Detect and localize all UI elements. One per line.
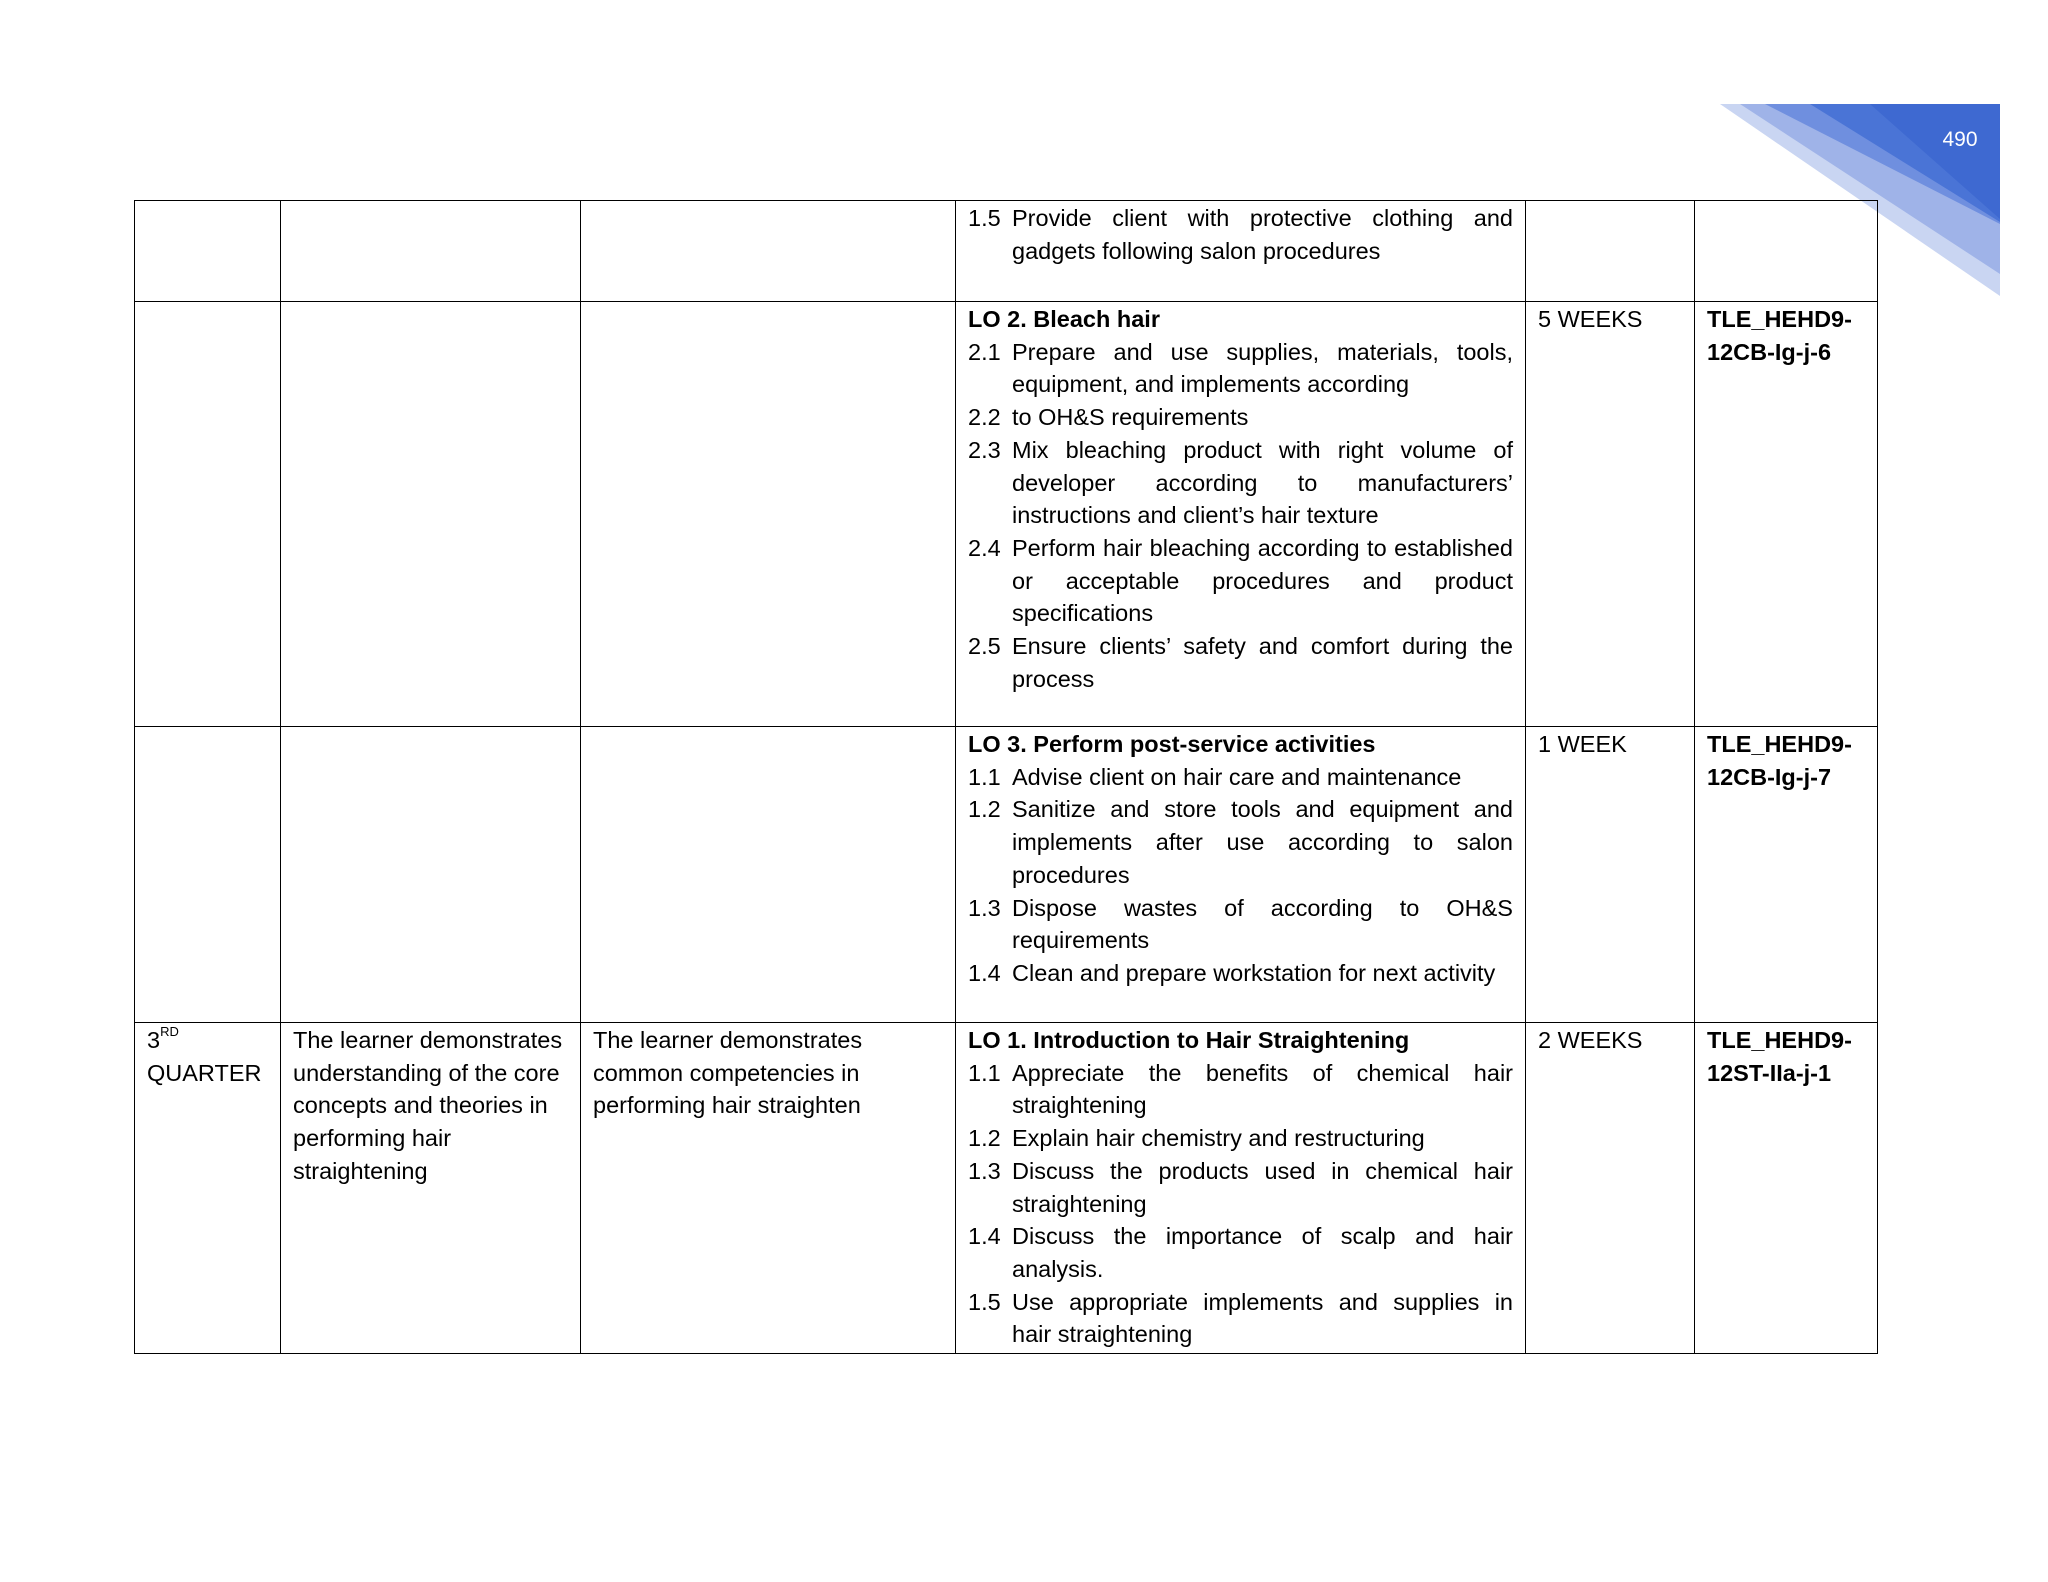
competency-item bbox=[968, 761, 1513, 794]
competency-text: Ensure clients’ safety and comfort during the process bbox=[1012, 633, 1513, 692]
duration-cell bbox=[1526, 201, 1695, 302]
table-row bbox=[135, 727, 1878, 1023]
lo-title: LO 3. Perform post-service activities bbox=[968, 731, 1376, 757]
competency-number: 1.2 bbox=[968, 796, 1001, 823]
competency-number: 1.4 bbox=[968, 959, 1001, 986]
competency-item bbox=[968, 1155, 1513, 1220]
competency-text: Appreciate the benefits of chemical hair straightening bbox=[1012, 1059, 1513, 1119]
competency-text: Advise client on hair care and maintenance bbox=[1012, 763, 1462, 790]
duration-text: 1 WEEK bbox=[1538, 731, 1627, 757]
competency-item bbox=[968, 401, 1513, 434]
competency-number: 1.3 bbox=[968, 1157, 1001, 1184]
performance-standard-text: The learner demonstrates common competencies in performing hair straighten bbox=[593, 1027, 863, 1119]
performance-standard-cell bbox=[581, 201, 956, 302]
lo-title: LO 2. Bleach hair bbox=[968, 306, 1160, 332]
competency-text: Use appropriate implements and supplies in hair straightening bbox=[1012, 1288, 1513, 1348]
competency-code: TLE_HEHD9-12CB-Ig-j-6 bbox=[1707, 306, 1852, 365]
learning-competencies-cell bbox=[956, 302, 1526, 727]
competency-code: TLE_HEHD9-12ST-IIa-j-1 bbox=[1707, 1027, 1852, 1086]
competency-text: Dispose wastes of according to OH&S requirements bbox=[1012, 894, 1513, 954]
competency-item bbox=[968, 202, 1513, 267]
content-standard-cell bbox=[281, 201, 581, 302]
competency-number: 1.4 bbox=[968, 1223, 1001, 1250]
performance-standard-cell bbox=[581, 727, 956, 1023]
competency-number: 1.1 bbox=[968, 1059, 1001, 1086]
code-cell bbox=[1695, 1023, 1878, 1354]
learning-competencies-cell bbox=[956, 727, 1526, 1023]
competency-text: to OH&S requirements bbox=[1012, 404, 1249, 431]
competency-item bbox=[968, 793, 1513, 891]
competency-number: 2.1 bbox=[968, 338, 1001, 365]
page-number: 490 bbox=[1942, 128, 1978, 151]
competency-number: 1.1 bbox=[968, 763, 1001, 790]
competency-number: 1.5 bbox=[968, 1288, 1001, 1315]
content-standard-cell bbox=[281, 1023, 581, 1354]
competency-number: 2.5 bbox=[968, 633, 1001, 660]
quarter-number: 3 bbox=[147, 1027, 161, 1053]
quarter-label: QUARTER bbox=[147, 1059, 262, 1086]
duration-text: 5 WEEKS bbox=[1538, 306, 1643, 332]
competency-item bbox=[968, 1057, 1513, 1122]
quarter-cell bbox=[135, 201, 281, 302]
content-standard-cell bbox=[281, 727, 581, 1023]
competency-text: Sanitize and store tools and equipment and implements after use according to salon procedures bbox=[1012, 796, 1513, 888]
competency-number: 1.5 bbox=[968, 205, 1001, 231]
performance-standard-cell bbox=[581, 1023, 956, 1354]
curriculum-table bbox=[134, 200, 1878, 1354]
competency-item bbox=[968, 1122, 1513, 1155]
quarter-ordinal-suffix: RD bbox=[160, 1024, 179, 1039]
competency-text: Explain hair chemistry and restructuring bbox=[1012, 1125, 1425, 1152]
duration-cell bbox=[1526, 1023, 1695, 1354]
code-cell bbox=[1695, 727, 1878, 1023]
competency-text: Prepare and use supplies, materials, tools, equipment, and implements according bbox=[1012, 338, 1513, 398]
competency-item bbox=[968, 434, 1513, 532]
content-standard-text: The learner demonstrates understanding of the core concepts and theories in performing hair straightening bbox=[293, 1027, 563, 1184]
competency-code: TLE_HEHD9-12CB-Ig-j-7 bbox=[1707, 731, 1852, 790]
competency-text: Perform hair bleaching according to established or acceptable procedures and product specifications bbox=[1012, 534, 1513, 627]
competency-text: Mix bleaching product with right volume of developer according to manufacturers’ instructions and client’s hair texture bbox=[1012, 436, 1513, 529]
code-cell bbox=[1695, 201, 1878, 302]
table-row bbox=[135, 1023, 1878, 1354]
competency-text: Clean and prepare workstation for next activity bbox=[1012, 959, 1496, 986]
competency-number: 2.2 bbox=[968, 404, 1001, 431]
lo-title: LO 1. Introduction to Hair Straightening bbox=[968, 1027, 1410, 1053]
competency-item bbox=[968, 892, 1513, 957]
competency-item bbox=[968, 630, 1513, 695]
table-body bbox=[135, 201, 1878, 1354]
quarter-cell bbox=[135, 727, 281, 1023]
learning-competencies-cell bbox=[956, 1023, 1526, 1354]
table-row bbox=[135, 302, 1878, 727]
code-cell bbox=[1695, 302, 1878, 727]
competency-text: Discuss the products used in chemical hair straightening bbox=[1012, 1157, 1513, 1217]
competency-item bbox=[968, 957, 1513, 990]
competency-item bbox=[968, 1220, 1513, 1285]
competency-text: Provide client with protective clothing and gadgets following salon procedures bbox=[1012, 205, 1513, 264]
competency-item bbox=[968, 1286, 1513, 1351]
quarter-cell bbox=[135, 302, 281, 727]
quarter-cell bbox=[135, 1023, 281, 1354]
table-row bbox=[135, 201, 1878, 302]
learning-competencies-cell bbox=[956, 201, 1526, 302]
competency-item bbox=[968, 532, 1513, 630]
competency-number: 2.3 bbox=[968, 436, 1001, 463]
duration-cell bbox=[1526, 302, 1695, 727]
competency-number: 1.3 bbox=[968, 894, 1001, 921]
duration-cell bbox=[1526, 727, 1695, 1023]
competency-item bbox=[968, 336, 1513, 401]
competency-number: 1.2 bbox=[968, 1125, 1001, 1152]
duration-text: 2 WEEKS bbox=[1538, 1027, 1643, 1053]
content-standard-cell bbox=[281, 302, 581, 727]
competency-number: 2.4 bbox=[968, 534, 1001, 561]
competency-text: Discuss the importance of scalp and hair analysis. bbox=[1012, 1223, 1513, 1282]
performance-standard-cell bbox=[581, 302, 956, 727]
